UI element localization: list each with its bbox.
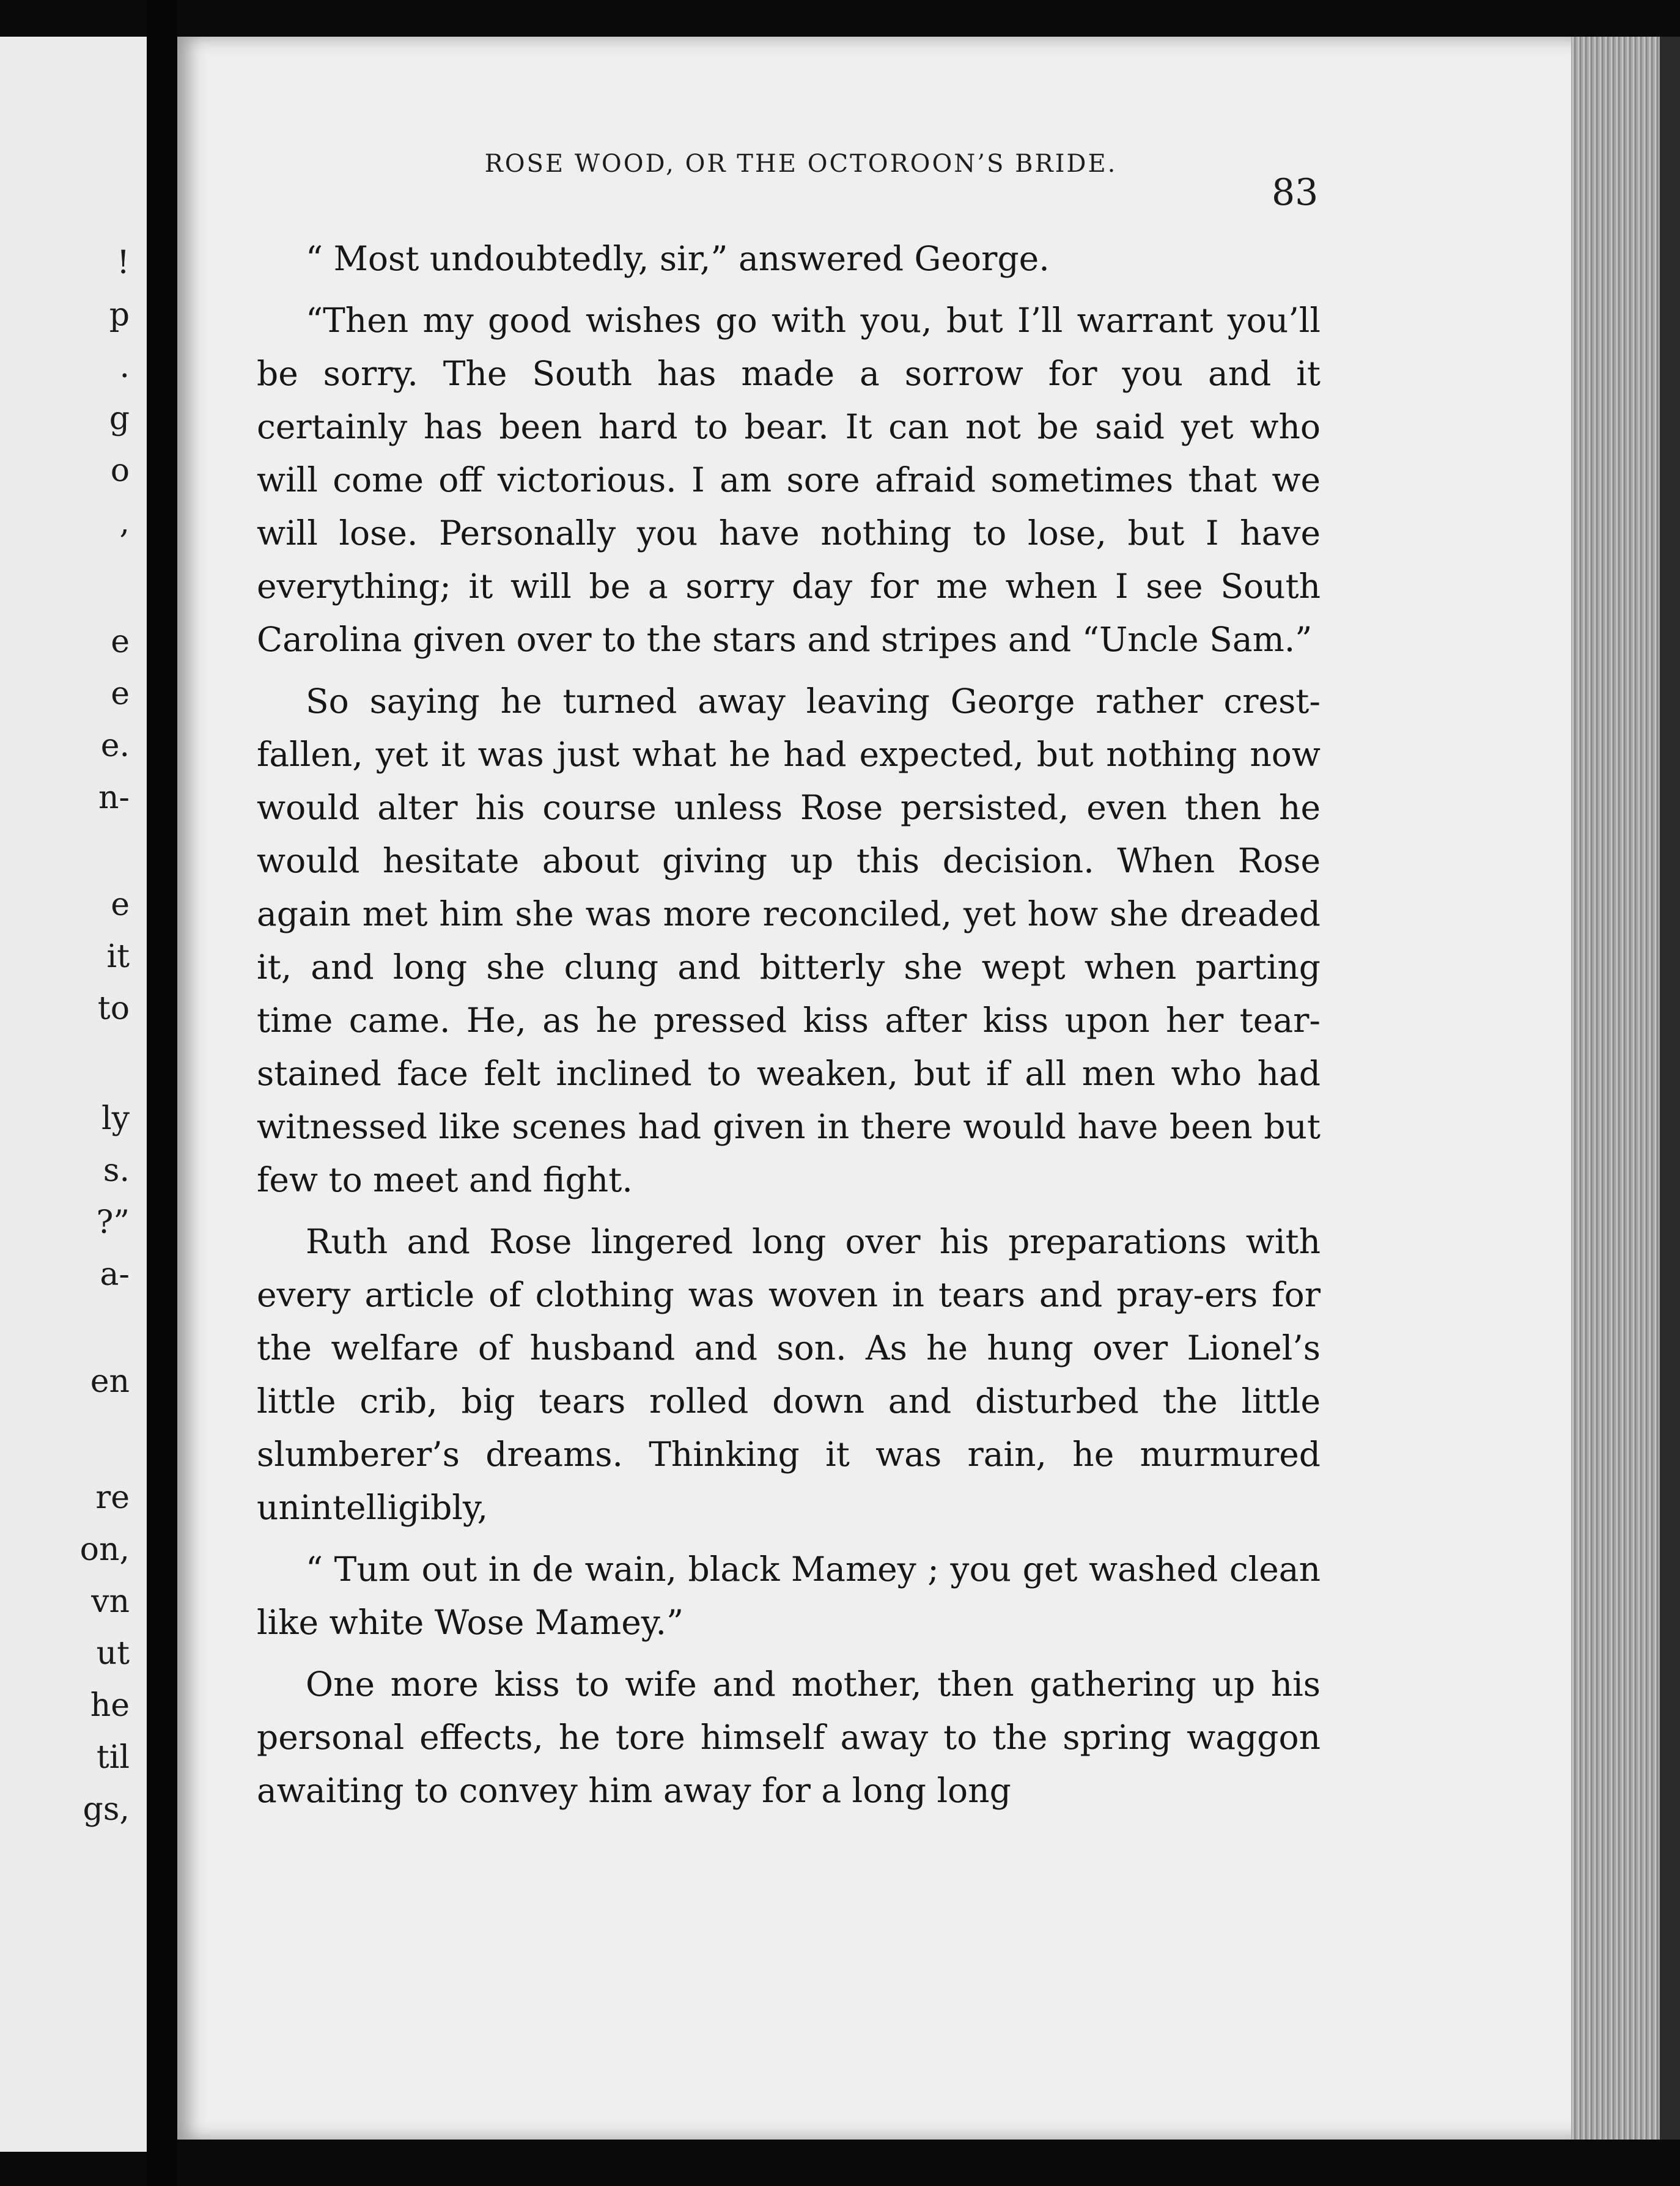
left-fragment: to — [97, 990, 130, 1027]
running-head: ROSE WOOD, OR THE OCTOROON’S BRIDE. — [484, 150, 1118, 178]
left-fragment: a- — [100, 1256, 130, 1293]
left-fragment: e — [111, 675, 130, 712]
body-text — [257, 232, 1321, 1826]
left-fragment: til — [96, 1739, 130, 1776]
left-fragment: en — [90, 1363, 130, 1400]
left-fragment: ly — [101, 1100, 130, 1137]
paragraph: One more kiss to wife and mother, then gathering up his personal effects, he tore himself away to the spring waggon awaiting to convey him away for a long long — [257, 1665, 1321, 1810]
paragraph: “ Tum out in de wain, black Mamey ; you get washed clean like white Wose Mamey.” — [257, 1550, 1321, 1642]
left-fragment: e — [111, 886, 130, 923]
left-fragment: gs, — [83, 1791, 130, 1828]
left-fragment: , — [119, 504, 130, 541]
left-fragment: n- — [98, 779, 130, 816]
left-fragment: on, — [79, 1531, 130, 1568]
left-fragment: o — [110, 452, 130, 489]
paragraph: Ruth and Rose lingered long over his preparations with every article of clothing was woven in tears and pray-ers for the welfare of husband and son. As he hung over Lionel’s little crib, big tears rolled down and disturbed the little slumberer’s dreams. Thinking it was rain, he murmured unintelligibly, — [257, 1222, 1321, 1527]
left-fragment: g — [109, 400, 130, 437]
left-fragment: . — [119, 348, 130, 385]
page-edges-shadow — [1660, 37, 1680, 2140]
paragraph: “ Most undoubtedly, sir,” answered George. — [306, 239, 1050, 278]
left-fragment: p — [109, 296, 130, 333]
left-fragment: it — [106, 938, 130, 975]
left-facing-page — [0, 37, 147, 2152]
left-page-fragments — [0, 37, 147, 2152]
left-fragment: vn — [91, 1583, 130, 1620]
left-fragment: e. — [100, 727, 130, 764]
left-fragment: s. — [103, 1152, 130, 1189]
left-fragment: he — [90, 1687, 130, 1724]
left-fragment: e — [111, 624, 130, 660]
left-fragment: ut — [96, 1635, 130, 1672]
left-fragment: re — [95, 1479, 130, 1516]
book-gutter — [147, 0, 177, 2186]
left-fragment: ?” — [96, 1204, 130, 1241]
paragraph: So saying he turned away leaving George rather crest-fallen, yet it was just what he had expected, but nothing now would alter his course unless Rose persisted, even then he would hesitate about giving up this decision. When Rose again met him she was more reconciled, yet how she dreaded it, and long she clung and bitterly she wept when parting time came. He, as he pressed kiss after kiss upon her tear-stained face felt inclined to weaken, but if all men who had witnessed like scenes had given in there would have been but few to meet and fight. — [257, 682, 1321, 1199]
page-edges — [1571, 37, 1663, 2140]
page-number: 83 — [1272, 171, 1319, 214]
left-fragment: ! — [117, 245, 130, 281]
paragraph: “Then my good wishes go with you, but I’ll warrant you’ll be sorry. The South has made a sorrow for you and it certainly has been hard to bear. It can not be said yet who will come off victorious. I am sore afraid sometimes that we will lose. Personally you have nothing to lose, but I have everything; it will be a sorry day for me when I see South Carolina given over to the stars and stripes and “Uncle Sam.” — [257, 301, 1321, 659]
